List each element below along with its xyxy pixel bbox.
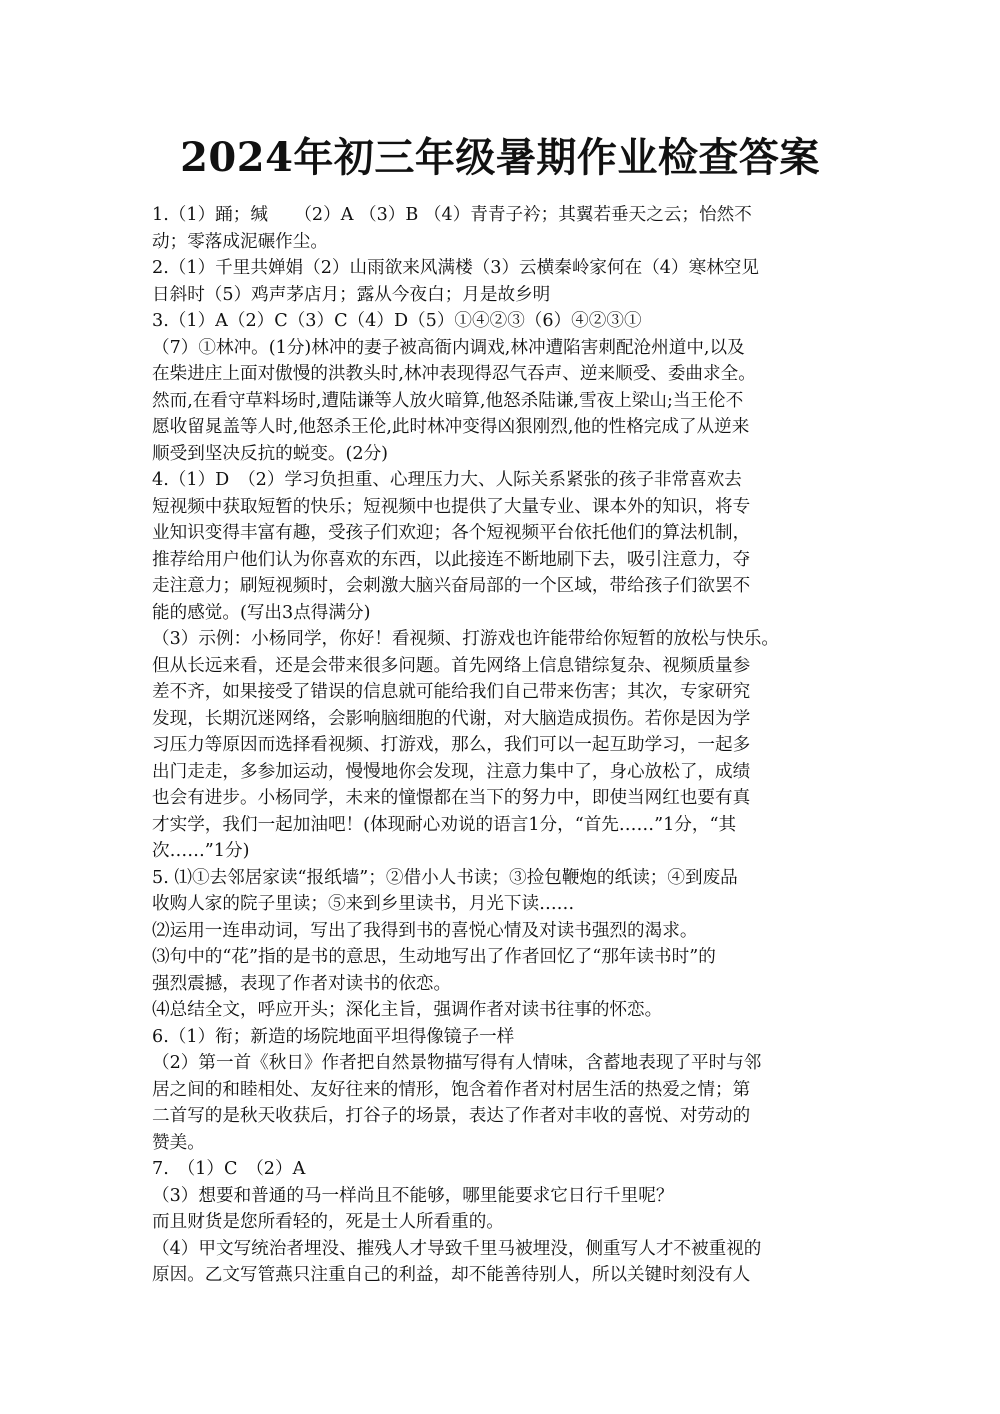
text-line: 出门走走，多参加运动，慢慢地你会发现，注意力集中了，身心放松了，成绩: [152, 761, 751, 782]
text-line: 收购人家的院子里读；⑤来到乡里读书，月光下读……: [152, 894, 575, 914]
text-line: （3）示例：小杨同学，你好！看视频、打游戏也许能带给你短暂的放松与快乐。: [152, 629, 779, 649]
page-title: 2024年初三年级暑期作业检查答案: [180, 134, 820, 181]
text-line: 7. （1）C （2）A: [152, 1159, 306, 1179]
text-line: 习压力等原因而选择看视频、打游戏，那么，我们可以一起互助学习，一起多: [152, 735, 751, 755]
text-line: 能的感觉。(写出3点得满分): [152, 602, 371, 623]
text-line: ⑶句中的“花”指的是书的意思，生动地写出了作者回忆了“那年读书时”的: [152, 947, 716, 967]
text-line: 发现，长期沉迷网络，会影响脑细胞的代谢，对大脑造成损伤。若你是因为学: [152, 708, 751, 729]
text-line: 日斜时（5）鸡声茅店月；露从今夜白；月是故乡明: [152, 284, 551, 305]
answer-text-body: [152, 202, 852, 1289]
text-line: 业知识变得丰富有趣，受孩子们欢迎；各个短视频平台依托他们的算法机制，: [152, 523, 751, 543]
text-line: 1.（1）踊；缄 （2）A （3）B （4）青青子衿；其翼若垂天之云；怡然不: [152, 205, 752, 225]
text-line: （4）甲文写统治者埋没、摧残人才导致千里马被埋没，侧重写人才不被重视的: [152, 1238, 762, 1259]
text-line: （3）想要和普通的马一样尚且不能够，哪里能要求它日行千里呢？: [152, 1185, 674, 1206]
text-line: 在柴进庄上面对傲慢的洪教头时,林冲表现得忍气吞声、逆来顺受、委曲求全。: [152, 364, 756, 384]
text-line: 愿收留晁盖等人时,他怒杀王伦,此时林冲变得凶狠刚烈,他的性格完成了从逆来: [152, 417, 750, 437]
text-line: 6.（1）衔；新造的场院地面平坦得像镜子一样: [152, 1026, 515, 1047]
text-line: ⑷总结全文，呼应开头；深化主旨，强调作者对读书往事的怀恋。: [152, 1000, 663, 1020]
text-line: 赞美。: [152, 1132, 205, 1153]
text-line: 推荐给用户他们认为你喜欢的东西，以此接连不断地刷下去，吸引注意力，夺: [152, 549, 751, 570]
text-line: 也会有进步。小杨同学，未来的憧憬都在当下的努力中，即使当网红也要有真: [152, 788, 751, 808]
text-line: ⑵运用一连串动词，写出了我得到书的喜悦心情及对读书强烈的渴求。: [152, 920, 698, 941]
text-line: 然而,在看守草料场时,遭陆谦等人放火暗算,他怒杀陆谦,雪夜上梁山;当王伦不: [152, 390, 744, 411]
text-line: 但从长远来看，还是会带来很多问题。首先网络上信息错综复杂、视频质量参: [152, 655, 751, 676]
text-line: 短视频中获取短暂的快乐；短视频中也提供了大量专业、课本外的知识，将专: [152, 496, 751, 517]
text-line: 4.（1）D （2）学习负担重、心理压力大、人际关系紧张的孩子非常喜欢去: [152, 470, 742, 490]
text-line: （2）第一首《秋日》作者把自然景物描写得有人情味，含蓄地表现了平时与邻: [152, 1053, 762, 1073]
text-line: 二首写的是秋天收获后，打谷子的场景，表达了作者对丰收的喜悦、对劳动的: [152, 1106, 751, 1126]
text-line: （7）①林冲。(1分)林冲的妻子被高衙内调戏,林冲遭陷害刺配沧州道中,以及: [152, 337, 745, 358]
text-line: 强烈震撼，表现了作者对读书的依恋。: [152, 973, 452, 994]
text-line: 5. ⑴①去邻居家读“报纸墙”；②借小人书读；③捡包鞭炮的纸读；④到废品: [152, 867, 738, 888]
text-line: 而且财货是您所看轻的，死是士人所看重的。: [152, 1212, 504, 1232]
text-line: 动；零落成泥碾作尘。: [152, 231, 328, 252]
text-line: 次……”1分): [152, 841, 250, 861]
text-line: 居之间的和睦相处、友好往来的情形，饱含着作者对村居生活的热爱之情；第: [152, 1079, 751, 1100]
text-line: 顺受到坚决反抗的蜕变。(2分): [152, 443, 389, 464]
text-line: 差不齐，如果接受了错误的信息就可能给我们自己带来伤害；其次，专家研究: [152, 682, 751, 702]
text-line: 2.（1）千里共婵娟（2）山雨欲来风满楼（3）云横秦岭家何在（4）寒林空见: [152, 258, 759, 278]
text-line: 3.（1）A（2）C（3）C（4）D（5）①④②③（6）④②③①: [152, 311, 642, 331]
text-line: 才实学，我们一起加油吧！(体现耐心劝说的语言1分，“首先……”1分，“其: [152, 814, 737, 835]
text-line: 原因。乙文写管燕只注重自己的利益，却不能善待别人，所以关键时刻没有人: [152, 1265, 751, 1285]
text-line: 走注意力；刷短视频时，会刺激大脑兴奋局部的一个区域，带给孩子们欲罢不: [152, 576, 751, 596]
